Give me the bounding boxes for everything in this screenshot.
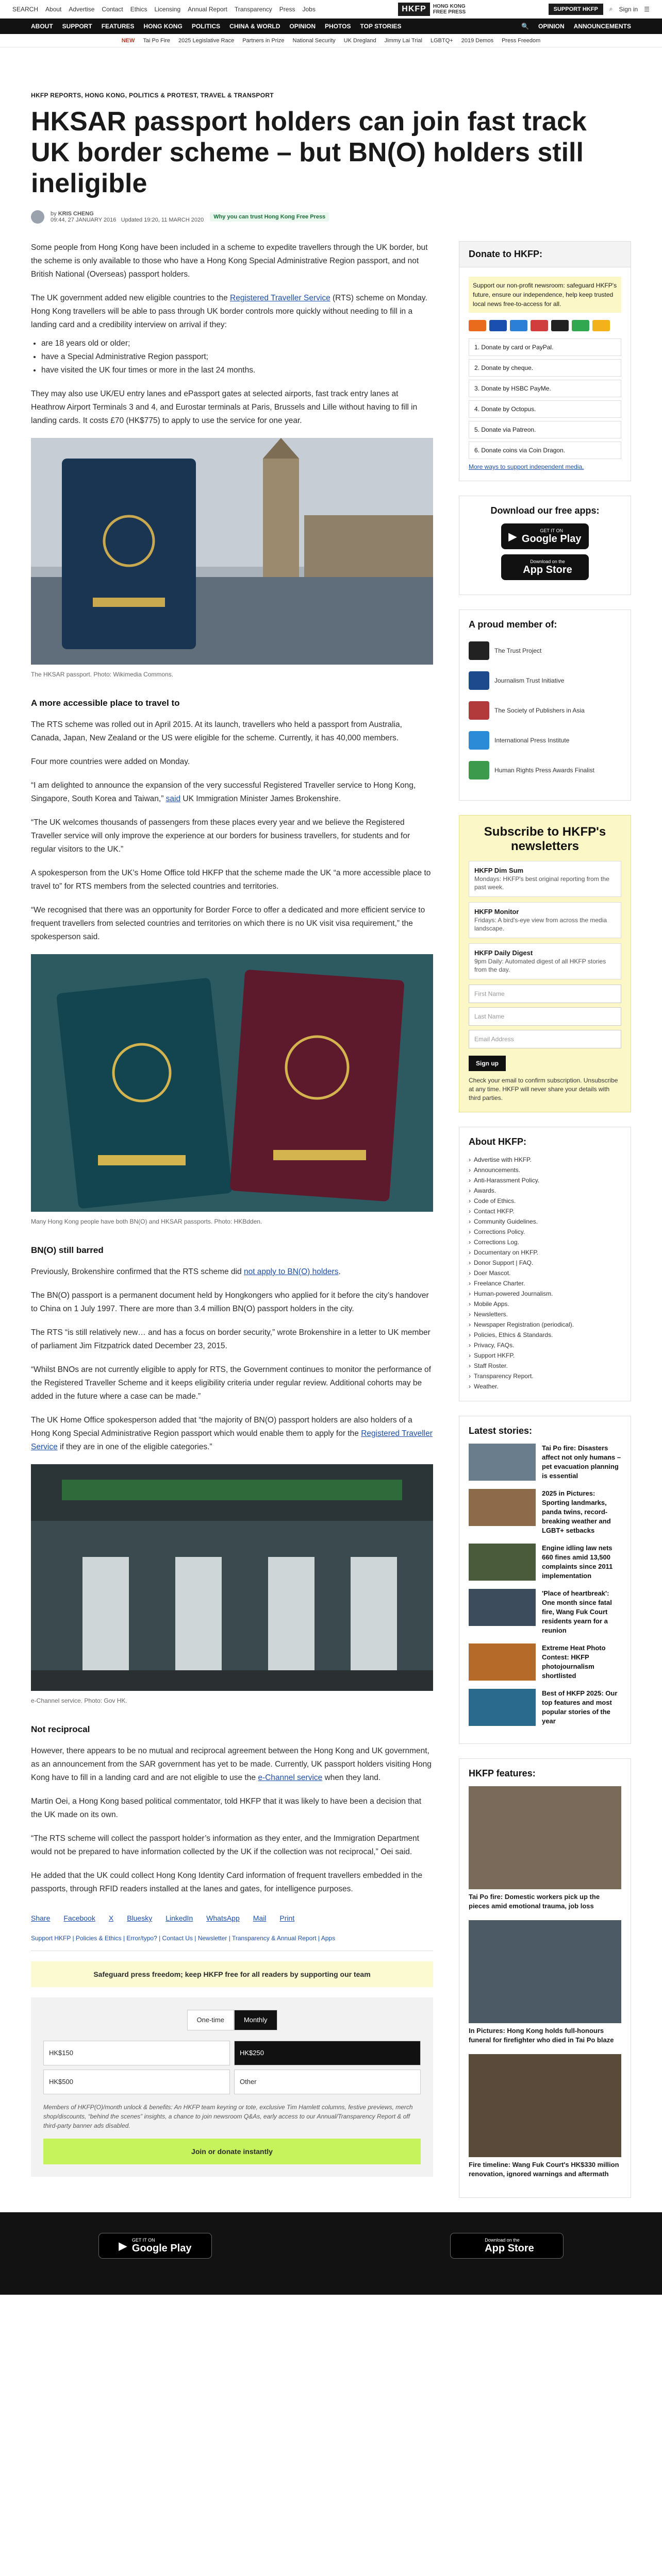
play-icon: ▶ <box>119 2240 127 2252</box>
two-passports-photo <box>31 954 433 1212</box>
jobs-link[interactable]: Jobs <box>302 5 316 13</box>
paragraph: The UK government added new eligible countries to the Registered Traveller Service (RTS) scheme on Monday. Hong Kong travellers will be able to pass through UK border controls more quickly without needing to fill in a landing card and a credibility interview on arrival if they: <box>31 294 427 329</box>
footer-links[interactable]: Support HKFP | Policies & Ethics | Error/typo? | Contact Us | Newsletter | Transparency & Annual Report | Apps <box>31 1933 433 1951</box>
contact-link[interactable]: Contact <box>102 5 123 13</box>
nav-politics[interactable]: POLITICS <box>191 23 221 30</box>
rts-link-2[interactable]: Registered Traveller Service <box>31 1429 433 1451</box>
latest-story[interactable]: Best of HKFP 2025: Our top features and most popular stories of the year <box>469 1689 621 1726</box>
frequency-toggle <box>43 2010 421 2030</box>
donate-option[interactable]: 3. Donate by HSBC PayMe. <box>469 380 621 397</box>
trust-project-logo <box>469 641 489 660</box>
feature-story[interactable]: Fire timeline: Wang Fuk Court's HK$330 million renovation, ignored warnings and aftermath <box>469 2054 621 2179</box>
card-icon <box>592 320 610 331</box>
paragraph: Four more countries were added on Monday. <box>31 757 190 766</box>
about-link[interactable]: › Human-powered Journalism. <box>469 1289 621 1299</box>
story-thumb <box>469 1689 536 1726</box>
about-link[interactable]: › Privacy, FAQs. <box>469 1340 621 1350</box>
nav-support[interactable]: SUPPORT <box>62 23 92 30</box>
trust-badge[interactable]: Why you can trust Hong Kong Free Press <box>210 212 329 222</box>
ticker-item[interactable]: Tai Po Fire <box>143 37 170 44</box>
advertise-link[interactable]: Advertise <box>69 5 95 13</box>
member-item[interactable]: International Press Institute <box>469 731 621 750</box>
ticker-item[interactable]: Jimmy Lai Trial <box>384 37 422 44</box>
ticker-item[interactable]: 2019 Demos <box>461 37 494 44</box>
donation-box <box>31 1997 433 2177</box>
app-store-button[interactable]: Download on the App Store <box>501 554 589 580</box>
site-logo[interactable] <box>398 3 466 16</box>
article-body <box>31 241 433 2212</box>
about-link[interactable]: › Newsletters. <box>469 1309 621 1319</box>
about-link[interactable]: › Code of Ethics. <box>469 1196 621 1206</box>
donate-box <box>459 267 631 481</box>
about-link[interactable]: About <box>45 5 62 13</box>
paragraph: They may also use UK/EU entry lanes and ePassport gates at selected airports, fast track entry lanes at Heathrow Airport Terminals 3 and 4, and Eurostar terminals at Paris, Brussels and Lille without having to fill in landing cards. It costs £70 (HK$775) to apply to use the service for one year. <box>31 389 418 425</box>
e-channel-photo <box>31 1464 433 1691</box>
nav-hong-kong[interactable]: HONG KONG <box>143 23 183 30</box>
footer-apps <box>31 2228 631 2264</box>
latest-box <box>459 1416 631 1744</box>
about-link[interactable]: › Mobile Apps. <box>469 1299 621 1309</box>
about-link[interactable]: › Transparency Report. <box>469 1371 621 1381</box>
ticker-item[interactable]: LGBTQ+ <box>431 37 453 44</box>
paragraph: However, there appears to be no mutual and reciprocal agreement between the Hong Kong and UK government, as an announcement from the SAR government has yet to be made. Currently, UK passport holders visiting Hong Kong have to fill in a landing card and are not eligible to use the e-Channel service when they land. <box>31 1747 432 1782</box>
ticker-item[interactable]: Press Freedom <box>502 37 541 44</box>
donate-header <box>459 241 631 267</box>
share-label[interactable]: Share <box>31 1914 51 1922</box>
search-icon[interactable]: ⌕ <box>609 5 613 12</box>
paragraph: “The UK welcomes thousands of passengers from these places every year and we believe the Registered Traveller service will only improve the experience at our borders for business travellers, for students and for regular visitors to the UK.” <box>31 818 410 854</box>
nav-top-stories[interactable]: TOP STORIES <box>360 23 402 30</box>
features-box <box>459 1758 631 2198</box>
author-name[interactable]: by KRIS CHENG <box>51 211 94 217</box>
apps-box <box>459 496 631 595</box>
about-link[interactable]: › Support HKFP. <box>469 1350 621 1361</box>
card-icon <box>551 320 569 331</box>
share-print[interactable]: Print <box>279 1914 295 1922</box>
donate-option[interactable]: 2. Donate by cheque. <box>469 359 621 377</box>
footer-app-store-button[interactable]: Download on the App Store <box>450 2233 564 2259</box>
about-link[interactable]: › Corrections Log. <box>469 1237 621 1247</box>
member-item[interactable]: Human Rights Press Awards Finalist <box>469 761 621 779</box>
newsletter-box <box>459 815 631 1112</box>
photo-caption: e-Channel service. Photo: Gov HK. <box>31 1697 127 1704</box>
list-item: • are 18 years old or older; <box>41 337 433 350</box>
paragraph: “We recognised that there was an opportunity for Border Force to offer a dedicated and more efficient service to frequent travellers from selected countries and territories on which there is no UK visit visa requirement,” the spokesperson said. <box>31 906 425 941</box>
nav-photos[interactable]: PHOTOS <box>325 23 351 30</box>
signup-button[interactable]: Sign up <box>469 1056 506 1071</box>
donate-title: Donate to HKFP: <box>469 249 542 259</box>
card-icon <box>489 320 507 331</box>
feature-image <box>469 1920 621 2023</box>
logo-line-1: HONG KONG <box>433 3 466 9</box>
members-title: A proud member of: <box>469 619 557 630</box>
membership-note: Members of HKFP(O)/month unlock & benefits: An HKFP team keyring or tote, exclusive Tim Hamlett columns, festive previews, merch shop/discounts, “behind the scenes” insights, a chance to join newsroom Q&As, early access to our Annual/Transparency Report & off third-party banner ads disabled. <box>43 2104 413 2129</box>
section-heading: Not reciprocal <box>31 1724 90 1734</box>
member-item[interactable]: Journalism Trust Initiative <box>469 671 621 690</box>
signup-note: Check your email to confirm subscription. Unsubscribe at any time. HKFP will never share your details with third parties. <box>469 1077 618 1101</box>
support-button[interactable]: SUPPORT HKFP <box>549 4 603 15</box>
about-link[interactable]: › Awards. <box>469 1185 621 1196</box>
latest-story[interactable]: Extreme Heat Photo Contest: HKFP photojournalism shortlisted <box>469 1643 621 1681</box>
about-link[interactable]: › Weather. <box>469 1381 621 1392</box>
paragraph: “The RTS scheme will collect the passport holder’s information as they enter, and the Immigration Department would not be prepared to have information collected by the UK if the collection was not reciprocal,” Oei said. <box>31 1834 419 1856</box>
feature-image <box>469 2054 621 2157</box>
logo-line-2: FREE PRESS <box>433 9 466 15</box>
share-mail[interactable]: Mail <box>253 1914 267 1922</box>
nav-opinion[interactable]: OPINION <box>289 23 316 30</box>
about-link[interactable]: › Staff Roster. <box>469 1361 621 1371</box>
press-link[interactable]: Press <box>279 5 295 13</box>
about-link[interactable]: › Doer Mascot. <box>469 1268 621 1278</box>
top-actions <box>549 4 650 15</box>
passport-photo <box>31 438 433 665</box>
share-bluesky[interactable]: Bluesky <box>127 1914 153 1922</box>
last-name-field[interactable]: Last Name <box>469 1007 621 1026</box>
paragraph: A spokesperson from the UK’s Home Office told HKFP that the scheme made the UK “a more accessible place to travel to” for RTS members from the selected countries and territories. <box>31 869 431 891</box>
about-box <box>459 1127 631 1401</box>
paragraph: The RTS scheme was rolled out in April 2015. At its launch, travellers who held a passport from Australia, Canada, Japan, New Zealand or the US were eligible for the scheme. Currently, it has 40,000 members. <box>31 720 402 742</box>
section-heading: A more accessible place to travel to <box>31 698 180 708</box>
ticker-item[interactable]: UK Dregland <box>343 37 376 44</box>
ticker-item[interactable]: Partners in Prize <box>242 37 285 44</box>
byline-text <box>51 211 204 223</box>
newsletter-option[interactable]: HKFP Dim Sum Mondays: HKFP's best original reporting from the past week. <box>469 861 621 897</box>
nav-features[interactable]: FEATURES <box>101 23 135 30</box>
story-thumb <box>469 1643 536 1681</box>
nav-about[interactable]: ABOUT <box>31 23 53 30</box>
signin-link[interactable]: Sign in <box>619 5 638 13</box>
about-title: About HKFP: <box>469 1137 526 1147</box>
paragraph: He added that the UK could collect Hong Kong Identity Card information of frequent travellers embedded in the passports, through RFID readers installed at the lanes and gates, for intelligence purposes. <box>31 1871 423 1893</box>
first-name-field[interactable]: First Name <box>469 985 621 1003</box>
footer <box>0 2212 662 2295</box>
list-item: • have a Special Administrative Region passport; <box>41 350 433 364</box>
paragraph: The RTS “is still relatively new… and has a focus on border security,” wrote Brokenshire in a letter to UK member of parliament Jim Fitzpatrick dated December 23, 2015. <box>31 1328 431 1350</box>
email-field[interactable]: Email Address <box>469 1030 621 1048</box>
story-thumb <box>469 1589 536 1626</box>
card-icon <box>510 320 527 331</box>
about-list <box>469 1155 621 1392</box>
card-icon <box>572 320 589 331</box>
eligibility-list <box>41 337 433 377</box>
menu-icon[interactable]: ☰ <box>644 5 650 13</box>
byline <box>31 210 631 224</box>
article-categories[interactable]: HKFP REPORTS, HONG KONG, POLITICS & PROTEST, TRAVEL & TRANSPORT <box>31 92 274 99</box>
monthly-option[interactable]: Monthly <box>234 2010 277 2030</box>
annual-report-link[interactable]: Annual Report <box>188 5 227 13</box>
paragraph: The BN(O) passport is a permanent document held by Hongkongers who applied for it before the city’s handover to China on 1 July 1997. There are more than 3.4 million BN(O) passport holders in the city. <box>31 1291 429 1313</box>
share-whatsapp[interactable]: WhatsApp <box>206 1914 240 1922</box>
donate-option[interactable]: 6. Donate coins via Coin Dragon. <box>469 442 621 459</box>
amount-option[interactable]: HK$150 <box>43 2041 230 2065</box>
rts-link[interactable]: Registered Traveller Service <box>230 294 330 302</box>
jti-logo <box>469 671 489 690</box>
card-icon <box>469 320 486 331</box>
nav-opinion-2[interactable]: OPINION <box>538 23 565 30</box>
author-avatar <box>31 210 44 224</box>
amount-option-selected[interactable]: HK$250 <box>234 2041 421 2065</box>
features-title: HKFP features: <box>469 1768 536 1778</box>
play-icon: ▶ <box>508 531 517 543</box>
amount-other[interactable]: Other <box>234 2070 421 2094</box>
logo-text <box>433 4 466 15</box>
said-link[interactable]: said <box>166 794 181 803</box>
paragraph: The UK Home Office spokesperson added that “the majority of BN(O) passport holders are also holders of a Hong Kong Special Administrative Region passport which would enable them to apply for the Registered Traveller Service if they are in one of the eligible categories.” <box>31 1416 433 1451</box>
share-bar <box>31 1911 433 1925</box>
section-heading: BN(O) still barred <box>31 1245 104 1255</box>
newsletter-title: Subscribe to HKFP's newsletters <box>484 825 606 853</box>
top-bar <box>0 0 662 19</box>
hrpa-logo <box>469 761 489 779</box>
paragraph: Some people from Hong Kong have been included in a scheme to expedite travellers through the UK border, but the scheme is only available to those who have a Hong Kong Special Administrative Region passport, and not British National (Overseas) passport holders. <box>31 243 428 279</box>
about-link[interactable]: › Anti-Harassment Policy. <box>469 1175 621 1185</box>
apps-title: Download our free apps: <box>490 505 600 516</box>
member-item[interactable]: The Society of Publishers in Asia <box>469 701 621 720</box>
ticker-item[interactable]: 2025 Legislative Race <box>178 37 235 44</box>
latest-title: Latest stories: <box>469 1426 533 1436</box>
licensing-link[interactable]: Licensing <box>154 5 181 13</box>
photo-caption: The HKSAR passport. Photo: Wikimedia Commons. <box>31 671 174 678</box>
sopa-logo <box>469 701 489 720</box>
logo-box: HKFP <box>398 3 430 16</box>
about-link[interactable]: › Newspaper Registration (periodical). <box>469 1319 621 1330</box>
article-headline: HKSAR passport holders can join fast track UK border scheme – but BN(O) holders still ineligible <box>31 107 587 198</box>
google-play-button[interactable]: ▶ GET IT ON Google Play <box>501 523 589 549</box>
donate-option[interactable]: 1. Donate by card or PayPal. <box>469 338 621 356</box>
join-button[interactable]: Join or donate instantly <box>43 2139 421 2164</box>
share-linkedin[interactable]: LinkedIn <box>166 1914 193 1922</box>
nav-search-icon[interactable]: 🔍 <box>521 23 529 30</box>
content-columns <box>31 241 631 2212</box>
donation-banner[interactable]: Safeguard press freedom; keep HKFP free for all readers by supporting our team <box>31 1961 433 1987</box>
search-link[interactable]: SEARCH <box>12 5 39 13</box>
dates: 09:44, 27 JANUARY 2016 Updated 19:20, 11 MARCH 2020 <box>51 217 204 223</box>
share-x[interactable]: X <box>108 1914 114 1922</box>
latest-story[interactable]: Engine idling law nets 660 fines amid 13,500 complaints since 2011 implementation <box>469 1544 621 1581</box>
paragraph: Martin Oei, a Hong Kong based political commentator, told HKFP that it was likely to have been a decision that the UK made on its own. <box>31 1797 422 1819</box>
paragraph: “Whilst BNOs are not currently eligible to apply for RTS, the Government continues to monitor the performance of the Registered Traveller Scheme and it keeps eligibility criteria under regular review. Additional cohorts may be added in the future where a case can be made.” <box>31 1365 431 1401</box>
donate-option[interactable]: 4. Donate by Octopus. <box>469 400 621 418</box>
about-link[interactable]: › Corrections Policy. <box>469 1227 621 1237</box>
more-ways-link[interactable]: More ways to support independent media. <box>469 463 584 470</box>
latest-story[interactable]: 'Place of heartbreak': One month since fatal fire, Wang Fuk Court residents yearn for a reunion <box>469 1589 621 1635</box>
ethics-link[interactable]: Ethics <box>130 5 147 13</box>
latest-story[interactable]: 2025 in Pictures: Sporting landmarks, panda twins, record-breaking weather and LGBT+ setbacks <box>469 1489 621 1535</box>
members-box <box>459 609 631 801</box>
donate-option[interactable]: 5. Donate via Patreon. <box>469 421 621 438</box>
main-nav <box>0 19 662 34</box>
ticker-item[interactable]: National Security <box>292 37 336 44</box>
ipi-logo <box>469 731 489 750</box>
donate-note[interactable]: Support our non-profit newsroom: safeguard HKFP's future, ensure our independence, help keep trusted local news free-to-access for all. <box>469 277 621 313</box>
topic-ticker <box>0 34 662 47</box>
amount-options <box>43 2041 421 2094</box>
page-wrap <box>0 92 662 2212</box>
nav-china-world[interactable]: CHINA & WORLD <box>229 23 280 30</box>
sidebar <box>459 241 631 2212</box>
story-thumb <box>469 1489 536 1526</box>
nav-announcements[interactable]: ANNOUNCEMENTS <box>573 23 631 30</box>
story-thumb <box>469 1544 536 1581</box>
about-link[interactable]: › Donor Support | FAQ. <box>469 1258 621 1268</box>
top-links <box>12 6 316 13</box>
latest-story[interactable]: Tai Po fire: Disasters affect not only humans – pet evacuation planning is essential <box>469 1444 621 1481</box>
footer-google-play-button[interactable]: ▶ GET IT ON Google Play <box>98 2233 212 2259</box>
feature-story[interactable]: In Pictures: Hong Kong holds full-honours funeral for firefighter who died in Tai Po blaze <box>469 1920 621 2045</box>
paragraph: Previously, Brokenshire confirmed that the RTS scheme did not apply to BN(O) holders. <box>31 1267 341 1276</box>
about-link[interactable]: › Documentary on HKFP. <box>469 1247 621 1258</box>
newsletter-option[interactable]: HKFP Monitor Fridays: A bird's-eye view from across the media landscape. <box>469 902 621 938</box>
e-channel-link[interactable]: e-Channel service <box>258 1773 323 1782</box>
payment-icons <box>469 320 621 331</box>
newsletter-option[interactable]: HKFP Daily Digest 9pm Daily: Automated digest of all HKFP stories from the day. <box>469 943 621 979</box>
donate-options <box>469 338 621 459</box>
paragraph: “I am delighted to announce the expansion of the very successful Registered Traveller service to Hong Kong, Singapore, South Korea and Taiwan,” said UK Immigration Minister James Brokenshire. <box>31 781 416 803</box>
card-icon <box>531 320 548 331</box>
about-link[interactable]: › Community Guidelines. <box>469 1216 621 1227</box>
new-badge: NEW <box>121 37 135 44</box>
about-link[interactable]: › Policies, Ethics & Standards. <box>469 1330 621 1340</box>
about-link[interactable]: › Advertise with HKFP. <box>469 1155 621 1165</box>
member-item[interactable]: The Trust Project <box>469 641 621 660</box>
about-link[interactable]: › Freelance Charter. <box>469 1278 621 1289</box>
bno-link[interactable]: not apply to BN(O) holders <box>243 1267 339 1276</box>
feature-story[interactable]: Tai Po fire: Domestic workers pick up the pieces amid emotional trauma, job loss <box>469 1786 621 1911</box>
amount-option[interactable]: HK$500 <box>43 2070 230 2094</box>
story-thumb <box>469 1444 536 1481</box>
feature-image <box>469 1786 621 1889</box>
transparency-link[interactable]: Transparency <box>234 5 272 13</box>
list-item: • have visited the UK four times or more in the last 24 months. <box>41 364 433 377</box>
one-time-option[interactable]: One-time <box>187 2010 234 2030</box>
about-link[interactable]: › Announcements. <box>469 1165 621 1175</box>
share-facebook[interactable]: Facebook <box>63 1914 95 1922</box>
photo-caption: Many Hong Kong people have both BN(O) and HKSAR passports. Photo: HKBdden. <box>31 1218 262 1225</box>
about-link[interactable]: › Contact HKFP. <box>469 1206 621 1216</box>
